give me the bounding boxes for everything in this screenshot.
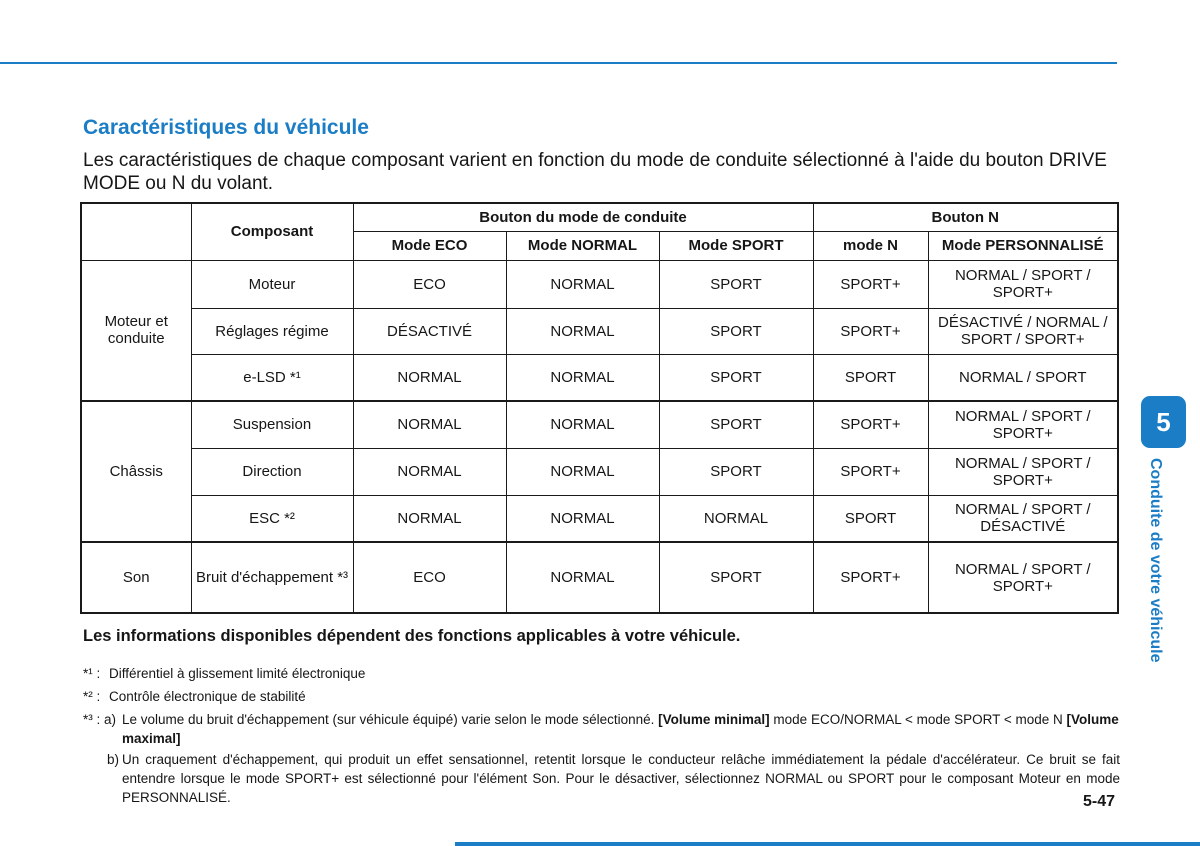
chapter-title-vertical: Conduite de votre véhicule [1147, 458, 1164, 663]
mode-cell: ECO [353, 260, 506, 308]
availability-note: Les informations disponibles dépendent des fonctions applicables à votre véhicule. [83, 627, 741, 645]
mode-cell: NORMAL [506, 448, 659, 495]
mode-cell: SPORT [813, 495, 928, 542]
mode-cell: NORMAL / SPORT / DÉSACTIVÉ [928, 495, 1118, 542]
group-label-sound: Son [81, 542, 191, 613]
component-cell: e-LSD *¹ [191, 354, 353, 401]
mode-cell: NORMAL [506, 401, 659, 448]
footnote-3a [83, 710, 1120, 748]
group-header-n-button: Bouton N [813, 203, 1118, 231]
mode-cell: NORMAL [353, 495, 506, 542]
mode-cell: NORMAL / SPORT / SPORT+ [928, 260, 1118, 308]
table-row [81, 260, 1118, 308]
footnote-3a-volume-max: [Volume maximal] [122, 712, 1119, 746]
footnote-3a-marker: *³ : a) [83, 712, 117, 727]
mode-cell: SPORT [659, 542, 813, 613]
mode-cell: DÉSACTIVÉ / NORMAL / SPORT / SPORT+ [928, 308, 1118, 354]
table-row [81, 354, 1118, 401]
footnote-1-text: Différentiel à glissement limité électronique [109, 666, 366, 681]
top-divider-rule [0, 62, 1117, 64]
table-header-row-groups [81, 203, 1118, 231]
mode-cell: NORMAL / SPORT / SPORT+ [928, 401, 1118, 448]
table-row [81, 448, 1118, 495]
chapter-number: 5 [1156, 406, 1171, 437]
page-number: 5-47 [1083, 793, 1116, 810]
footnote-1-marker: *¹ : [83, 666, 101, 681]
component-cell: Bruit d'échappement *³ [191, 542, 353, 613]
mode-cell: SPORT+ [813, 401, 928, 448]
component-cell: ESC *² [191, 495, 353, 542]
intro-paragraph: Les caractéristiques de chaque composant varient en fonction du mode de conduite sélectionné à l'aide du bouton DRIVE MODE ou N du volant. [83, 150, 1107, 194]
mode-cell: NORMAL [353, 448, 506, 495]
mode-cell: SPORT [659, 308, 813, 354]
table-row [81, 401, 1118, 448]
mode-cell: SPORT [659, 260, 813, 308]
mode-cell: NORMAL [353, 354, 506, 401]
mode-cell: NORMAL [506, 260, 659, 308]
footnote-2 [83, 687, 1120, 706]
mode-cell: SPORT+ [813, 260, 928, 308]
mode-cell: NORMAL [506, 354, 659, 401]
mode-cell: SPORT [813, 354, 928, 401]
mode-cell: SPORT+ [813, 448, 928, 495]
mode-cell: NORMAL / SPORT / SPORT+ [928, 448, 1118, 495]
mode-cell: SPORT+ [813, 542, 928, 613]
table-row [81, 495, 1118, 542]
mode-cell: SPORT [659, 354, 813, 401]
mode-cell: NORMAL [506, 308, 659, 354]
col-header-mode-sport: Mode SPORT [659, 231, 813, 260]
component-cell: Suspension [191, 401, 353, 448]
footnote-2-marker: *² : [83, 689, 101, 704]
mode-cell: SPORT [659, 401, 813, 448]
mode-cell: NORMAL [353, 401, 506, 448]
chapter-tab [1141, 396, 1186, 448]
mode-cell: NORMAL / SPORT [928, 354, 1118, 401]
col-header-mode-eco: Mode ECO [353, 231, 506, 260]
mode-cell: ECO [353, 542, 506, 613]
footnote-3a-order: mode ECO/NORMAL < mode SPORT < mode N [769, 712, 1067, 727]
footnote-3b-text: Un craquement d'échappement, qui produit un effet sensationnel, retentit lorsque le conducteur relâche immédiatement la pédale d'accélérateur. Ce bruit se fait entendre lorsque le mode SPORT+ est sélectionné pour l'élément Son. Pour le désactiver, sélectionnez NORMAL ou SPORT pour le composant Moteur en mode PERSONNALISÉ. [122, 752, 1120, 805]
drive-mode-table [80, 202, 1119, 614]
mode-cell: NORMAL / SPORT / SPORT+ [928, 542, 1118, 613]
footnote-2-text: Contrôle électronique de stabilité [109, 689, 306, 704]
col-header-mode-normal: Mode NORMAL [506, 231, 659, 260]
footnote-3a-volume-min: [Volume minimal] [658, 712, 770, 727]
component-cell: Moteur [191, 260, 353, 308]
mode-cell: NORMAL [659, 495, 813, 542]
group-label-chassis: Châssis [81, 401, 191, 542]
footnotes [83, 664, 1120, 811]
col-header-mode-n: mode N [813, 231, 928, 260]
corner-cell [81, 203, 191, 260]
mode-cell: DÉSACTIVÉ [353, 308, 506, 354]
col-header-composant: Composant [191, 203, 353, 260]
mode-cell: NORMAL [506, 495, 659, 542]
footnote-1 [83, 664, 1120, 683]
table-row [81, 542, 1118, 613]
col-header-mode-custom: Mode PERSONNALISÉ [928, 231, 1118, 260]
bottom-divider-rule [455, 842, 1200, 846]
mode-cell: SPORT+ [813, 308, 928, 354]
group-label-engine: Moteur et conduite [81, 260, 191, 401]
mode-cell: SPORT [659, 448, 813, 495]
group-header-drive-mode: Bouton du mode de conduite [353, 203, 813, 231]
footnote-3a-text: Le volume du bruit d'échappement (sur véhicule équipé) varie selon le mode sélectionné. [122, 712, 659, 727]
component-cell: Réglages régime [191, 308, 353, 354]
footnote-3b-marker: b) [107, 752, 120, 767]
table-row [81, 308, 1118, 354]
mode-cell: NORMAL [506, 542, 659, 613]
page-title: Caractéristiques du véhicule [83, 116, 369, 139]
component-cell: Direction [191, 448, 353, 495]
footnote-3b [83, 750, 1120, 807]
